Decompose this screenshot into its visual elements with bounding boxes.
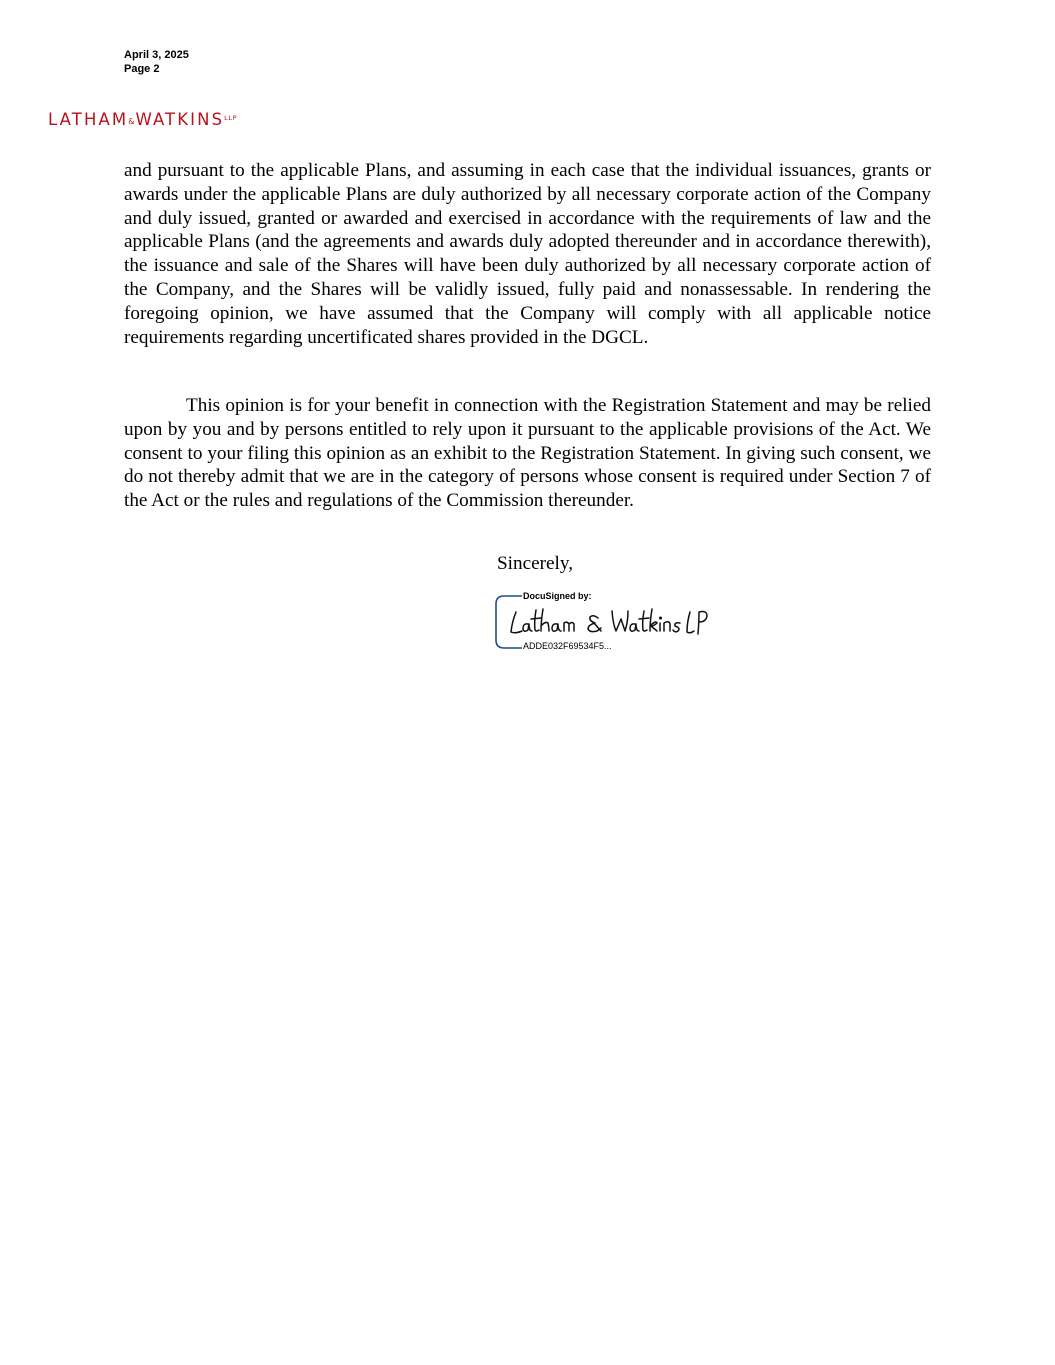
page-header	[124, 48, 189, 76]
body-paragraph-2: This opinion is for your benefit in connection with the Registration Statement and may be relied upon by you and by persons entitled to rely upon it pursuant to the applicable provisions of the Act. We consent to your filing this opinion as an exhibit to the Registration Statement. In giving such consent, we do not thereby admit that we are in the category of persons whose consent is required under Section 7 of the Act or the rules and regulations of the Commission thereunder.	[124, 395, 931, 512]
handwritten-signature	[506, 604, 711, 640]
firm-logo	[48, 110, 237, 132]
logo-name-left: LATHAM	[48, 110, 129, 129]
logo-ampersand: &	[128, 117, 136, 126]
logo-name-right: WATKINS	[135, 110, 225, 129]
docusign-label: DocuSigned by:	[523, 591, 592, 601]
docusign-signature-block	[492, 590, 722, 654]
logo-suffix: LLP	[224, 114, 238, 122]
closing-salutation: Sincerely,	[497, 553, 574, 574]
body-paragraph-1: and pursuant to the applicable Plans, and assuming in each case that the individual issuances, grants or awards under the applicable Plans are duly authorized by all necessary corporate action of the Company and duly issued, granted or awarded and exercised in accordance with the requirements of law and the applicable Plans (and the agreements and awards duly adopted thereunder and in accordance therewith), the issuance and sale of the Shares will have been duly authorized by all necessary corporate action of the Company, and the Shares will be validly issued, fully paid and nonassessable. In rendering the foregoing opinion, we have assumed that the Company will comply with all applicable notice requirements regarding uncertificated shares provided in the DGCL.	[124, 160, 931, 348]
header-date: April 3, 2025	[124, 49, 189, 61]
header-page-number: Page 2	[124, 63, 160, 75]
docusign-envelope-id: ADDE032F69534F5...	[523, 641, 612, 651]
